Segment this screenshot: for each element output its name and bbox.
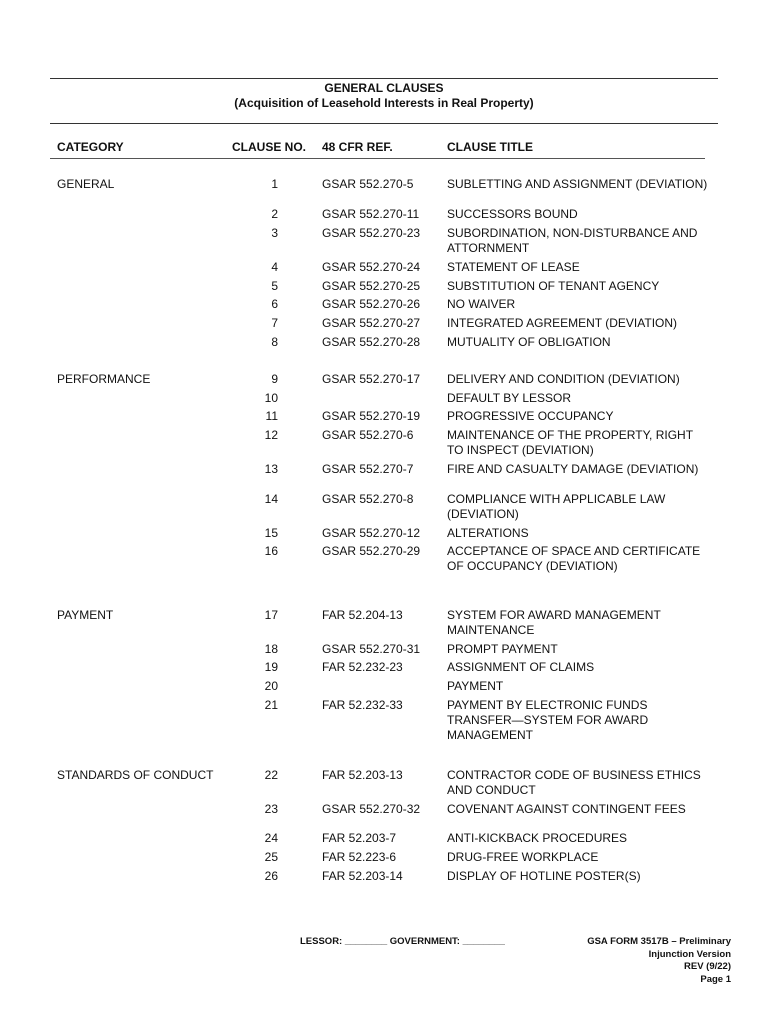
row-clause-title: DEFAULT BY LESSOR xyxy=(447,391,572,405)
row-cfr-ref: FAR 52.204-13 xyxy=(322,608,403,622)
row-clause-no: 13 xyxy=(264,462,278,476)
row-clause-no: 23 xyxy=(264,802,278,816)
row-cfr-ref: GSAR 552.270-8 xyxy=(322,492,414,506)
form-id-line: GSA FORM 3517B – Preliminary xyxy=(587,936,731,947)
row-clause-title: INTEGRATED AGREEMENT (DEVIATION) xyxy=(447,316,678,330)
row-clause-no: 5 xyxy=(271,279,278,293)
row-category: STANDARDS OF CONDUCT xyxy=(57,768,214,782)
row-clause-title: COVENANT AGAINST CONTINGENT FEES xyxy=(447,802,686,816)
row-clause-no: 10 xyxy=(264,391,278,405)
row-cfr-ref: FAR 52.203-13 xyxy=(322,768,403,782)
row-clause-title: PAYMENT xyxy=(447,679,504,693)
row-clause-title: SUBORDINATION, NON-DISTURBANCE AND ATTORNMENT xyxy=(447,226,698,255)
row-clause-no: 4 xyxy=(271,260,278,274)
row-clause-title: SUBSTITUTION OF TENANT AGENCY xyxy=(447,279,660,293)
row-clause-title: SUCCESSORS BOUND xyxy=(447,207,578,221)
row-clause-title: PROMPT PAYMENT xyxy=(447,642,558,656)
column-header-clause-title: CLAUSE TITLE xyxy=(447,140,533,154)
row-clause-no: 21 xyxy=(264,698,278,712)
row-clause-no: 19 xyxy=(264,660,278,674)
row-clause-no: 2 xyxy=(271,207,278,221)
form-version-line: Injunction Version xyxy=(648,948,731,960)
row-clause-no: 11 xyxy=(265,409,278,423)
row-clause-title: CONTRACTOR CODE OF BUSINESS ETHICS AND CONDUCT xyxy=(447,768,701,797)
row-clause-no: 22 xyxy=(264,768,278,782)
row-cfr-ref: FAR 52.232-33 xyxy=(322,698,403,712)
form-revision-line: REV (9/22) xyxy=(684,961,731,972)
row-clause-title: DISPLAY OF HOTLINE POSTER(S) xyxy=(447,869,641,883)
row-clause-title: COMPLIANCE WITH APPLICABLE LAW (DEVIATION) xyxy=(447,492,666,521)
column-header-cfr-ref: 48 CFR REF. xyxy=(322,140,393,154)
row-cfr-ref: GSAR 552.270-11 xyxy=(322,207,420,221)
row-cfr-ref: GSAR 552.270-24 xyxy=(322,260,421,274)
row-clause-no: 18 xyxy=(264,642,278,656)
row-category: PAYMENT xyxy=(57,608,114,622)
row-clause-title: STATEMENT OF LEASE xyxy=(447,260,580,274)
row-clause-no: 1 xyxy=(271,177,278,191)
row-clause-no: 24 xyxy=(264,831,278,845)
row-clause-no: 15 xyxy=(264,526,278,540)
row-cfr-ref: GSAR 552.270-5 xyxy=(322,177,414,191)
column-header-clause-no: CLAUSE NO. xyxy=(232,140,307,154)
row-category: PERFORMANCE xyxy=(57,372,151,386)
row-cfr-ref: GSAR 552.270-7 xyxy=(322,462,414,476)
row-cfr-ref: FAR 52.223-6 xyxy=(322,850,397,864)
row-cfr-ref: GSAR 552.270-29 xyxy=(322,544,421,558)
row-clause-title: SYSTEM FOR AWARD MANAGEMENT MAINTENANCE xyxy=(447,608,661,637)
row-cfr-ref: GSAR 552.270-26 xyxy=(322,297,421,311)
row-clause-title: SUBLETTING AND ASSIGNMENT (DEVIATION) xyxy=(447,177,708,191)
form-identifier xyxy=(531,936,731,986)
row-clause-no: 20 xyxy=(264,679,278,693)
row-cfr-ref: GSAR 552.270-19 xyxy=(322,409,421,423)
row-clause-title: ALTERATIONS xyxy=(447,526,529,540)
row-cfr-ref: GSAR 552.270-32 xyxy=(322,802,421,816)
row-clause-title: DELIVERY AND CONDITION (DEVIATION) xyxy=(447,372,680,386)
row-cfr-ref: GSAR 552.270-31 xyxy=(322,642,421,656)
header-rule xyxy=(50,123,718,124)
row-clause-no: 17 xyxy=(264,608,278,622)
row-clause-title: MUTUALITY OF OBLIGATION xyxy=(447,335,611,349)
row-clause-no: 16 xyxy=(264,544,278,558)
row-cfr-ref: GSAR 552.270-17 xyxy=(322,372,421,386)
row-clause-no: 12 xyxy=(264,428,278,442)
row-category: GENERAL xyxy=(57,177,115,191)
row-clause-title: ANTI-KICKBACK PROCEDURES xyxy=(447,831,628,845)
row-clause-title: ACCEPTANCE OF SPACE AND CERTIFICATE OF OCCUPANCY (DEVIATION) xyxy=(447,544,701,573)
row-cfr-ref: GSAR 552.270-23 xyxy=(322,226,421,240)
row-cfr-ref: GSAR 552.270-25 xyxy=(322,279,421,293)
page-number: Page 1 xyxy=(700,973,731,985)
row-clause-title: FIRE AND CASUALTY DAMAGE (DEVIATION) xyxy=(447,462,699,476)
row-clause-no: 26 xyxy=(264,869,278,883)
row-cfr-ref: FAR 52.203-7 xyxy=(322,831,397,845)
row-clause-no: 6 xyxy=(271,297,278,311)
row-clause-title: PAYMENT BY ELECTRONIC FUNDS TRANSFER—SYSTEM FOR AWARD MANAGEMENT xyxy=(447,698,649,742)
signature-line: LESSOR: ________ GOVERNMENT: ________ xyxy=(300,936,505,947)
row-cfr-ref: GSAR 552.270-6 xyxy=(322,428,414,442)
row-clause-no: 3 xyxy=(271,226,278,240)
row-clause-title: ASSIGNMENT OF CLAIMS xyxy=(447,660,595,674)
page-subtitle: (Acquisition of Leasehold Interests in Real Property) xyxy=(234,96,534,110)
row-clause-no: 14 xyxy=(264,492,278,506)
row-clause-no: 25 xyxy=(264,850,278,864)
row-clause-no: 9 xyxy=(271,372,278,386)
top-rule xyxy=(50,78,718,79)
row-clause-title: DRUG-FREE WORKPLACE xyxy=(447,850,599,864)
column-header-rule xyxy=(50,158,705,159)
row-cfr-ref: GSAR 552.270-27 xyxy=(322,316,421,330)
row-cfr-ref: FAR 52.232-23 xyxy=(322,660,403,674)
row-clause-title: MAINTENANCE OF THE PROPERTY, RIGHT TO INSPECT (DEVIATION) xyxy=(447,428,693,457)
row-clause-no: 8 xyxy=(271,335,278,349)
row-clause-title: PROGRESSIVE OCCUPANCY xyxy=(447,409,614,423)
document-header xyxy=(50,81,718,111)
row-cfr-ref: GSAR 552.270-12 xyxy=(322,526,421,540)
column-header-category: CATEGORY xyxy=(57,140,124,154)
row-cfr-ref: FAR 52.203-14 xyxy=(322,869,403,883)
row-clause-title: NO WAIVER xyxy=(447,297,516,311)
row-cfr-ref: GSAR 552.270-28 xyxy=(322,335,421,349)
page-title: GENERAL CLAUSES xyxy=(324,81,444,95)
row-clause-no: 7 xyxy=(271,316,278,330)
